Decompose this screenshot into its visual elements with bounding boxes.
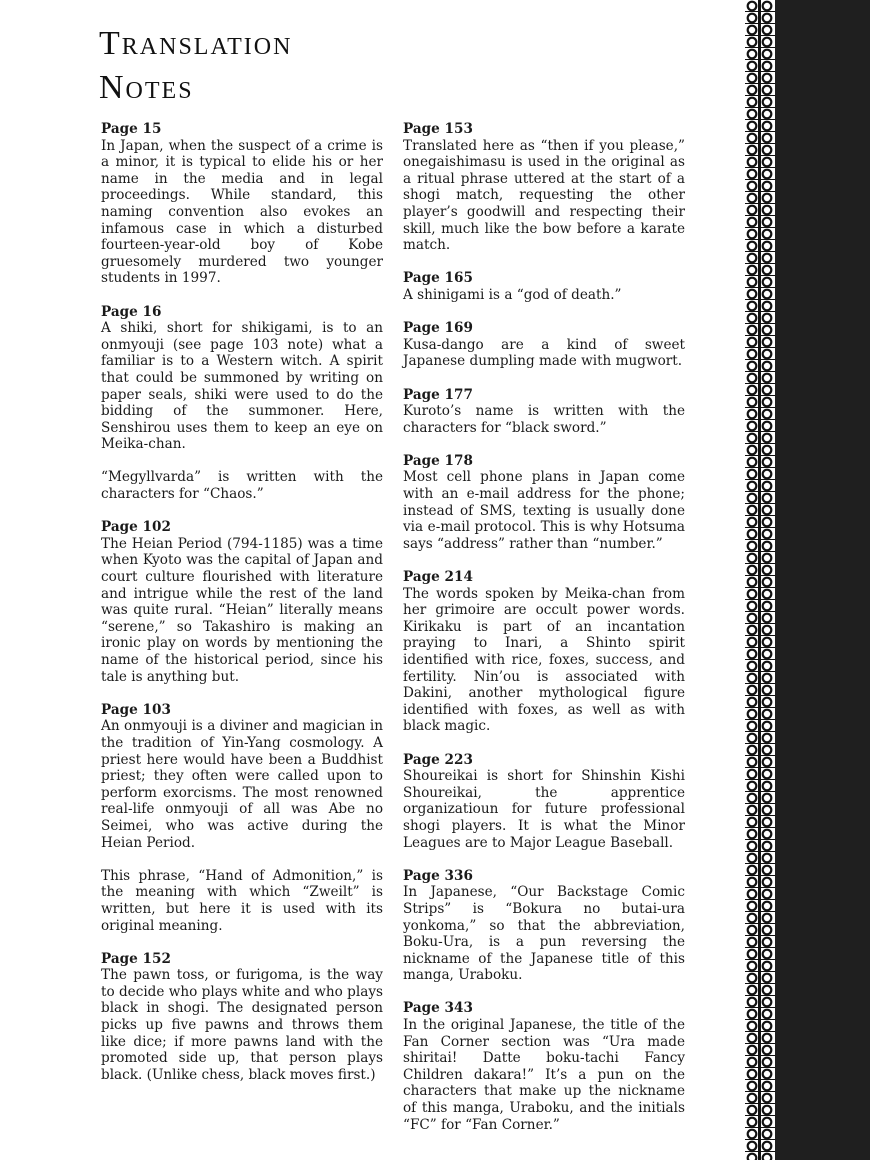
note-heading: Page 153 [403, 121, 473, 137]
note-page-103 [101, 702, 383, 851]
note-heading: Page 336 [403, 867, 473, 884]
note-text: The words spoken by Meika-chan from her grimoire are occult power words. Kirikaku is part of an incantation praying to Inari, a Shinto spirit identified with rice, foxes, success, and fertility. Nin’ou is associated with Dakini, another mythological figure identified with foxes, as well as with black magic. [403, 585, 685, 735]
note-page-102 [101, 519, 383, 685]
note-heading: Page 177 [403, 386, 473, 403]
note-heading: Page 169 [403, 320, 473, 337]
note-page-15 [101, 121, 383, 287]
note-heading: Page 178 [403, 452, 473, 469]
note-text: Most cell phone plans in Japan come with an e-mail address for the phone; instead of SMS, texting is usually done via e-mail protocol. This is why Hotsuma says “address” rather than “number.” [403, 469, 685, 552]
note-text: A shiki, short for shikigami, is to an onmyouji (see page 103 note) what a familiar is to a Western witch. A spirit that could be summoned by writing on paper seals, shiki were used to do the bidding of the summoner. Here, Senshirou uses them to keep an eye on Meika-chan. [101, 320, 383, 453]
note-text: In Japan, when the suspect of a crime is a minor, it is typical to elide his or her name in the media and in legal proceedings. While standard, this naming convention also evokes an infamous case in which a disturbed fourteen-year-old boy of Kobe gruesomely murdered two younger students in 1997. [101, 137, 383, 287]
right-column [403, 121, 685, 1150]
note-text: This phrase, “Hand of Admonition,” is the meaning with which “Zweilt” is written, but here it is used with its original meaning. [101, 867, 383, 934]
note-heading: Page 165 [403, 270, 473, 287]
note-heading: Page 16 [101, 303, 162, 320]
note-page-165 [403, 270, 685, 303]
note-page-177 [403, 387, 685, 437]
note-text: Kuroto’s name is written with the characters for “black sword.” [403, 403, 685, 436]
title-line-1: Translation [99, 25, 293, 62]
note-page-214 [403, 569, 685, 735]
note-page-16-continued [101, 469, 383, 502]
note-heading: Page 102 [101, 519, 171, 536]
note-heading: Page 15 [101, 121, 162, 137]
left-column [101, 121, 383, 1100]
note-text: The pawn toss, or furigoma, is the way to decide who plays white and who plays black in shogi. The designated person picks up five pawns and throws them like dice; if more pawns land with the promoted side up, that person plays black. (Unlike chess, black moves first.) [101, 967, 383, 1083]
note-text: Translated here as “then if you please,” onegaishimasu is used in the original as a ritual phrase uttered at the start of a shogi match, requesting the other player’s goodwill and respecting their skill, much like the bow before a karate match. [403, 137, 685, 254]
note-text: “Megyllvarda” is written with the characters for “Chaos.” [101, 469, 383, 503]
note-page-343 [403, 1000, 685, 1133]
note-heading: Page 214 [403, 569, 473, 586]
lace-border-art [745, 0, 870, 1160]
note-text: A shinigami is a “god of death.” [403, 286, 622, 303]
note-text: Kusa-dango are a kind of sweet Japanese dumpling made with mugwort. [403, 336, 685, 370]
note-page-178 [403, 453, 685, 553]
note-heading: Page 103 [101, 701, 171, 718]
note-text: Shoureikai is short for Shinshin Kishi Shoureikai, the apprentice organizatioun for future professional shogi players. It is what the Minor Leagues are to Major League Baseball. [403, 768, 685, 851]
note-page-336 [403, 868, 685, 984]
note-heading: Page 343 [403, 1000, 473, 1017]
page-title [99, 22, 292, 110]
note-text: An onmyouji is a diviner and magician in the tradition of Yin-Yang cosmology. A priest here would have been a Buddhist priest; they often were called upon to perform exorcisms. The most renowned real-life onmyouji of all was Abe no Seimei, who was active during the Heian Period. [101, 718, 383, 851]
note-page-169 [403, 320, 685, 370]
note-heading: Page 223 [403, 751, 473, 768]
note-text: In the original Japanese, the title of the Fan Corner section was “Ura made shiritai! Datte boku-tachi Fancy Children dakara!” It’s a pun on the characters that make up the nickname of this manga, Uraboku, and the initials “FC” for “Fan Corner.” [403, 1017, 685, 1133]
note-page-103-continued [101, 868, 383, 934]
note-page-153 [403, 121, 685, 254]
note-page-16 [101, 304, 383, 453]
note-heading: Page 152 [101, 950, 171, 967]
note-text: The Heian Period (794-1185) was a time when Kyoto was the capital of Japan and court culture flourished with literature and intrigue while the rest of the land was quite rural. “Heian” literally means “serene,” so Takashiro is making an ironic play on words by mentioning the name of the historical period, since his tale is anything but. [101, 535, 383, 685]
note-page-152 [101, 951, 383, 1084]
note-text: In Japanese, “Our Backstage Comic Strips” is “Bokura no butai-ura yonkoma,” so that the abbreviation, Boku-Ura, is a pun reversing the nickname of the Japanese title of this manga, Uraboku. [403, 884, 685, 984]
title-line-2: Notes [99, 69, 194, 106]
note-page-223 [403, 752, 685, 852]
